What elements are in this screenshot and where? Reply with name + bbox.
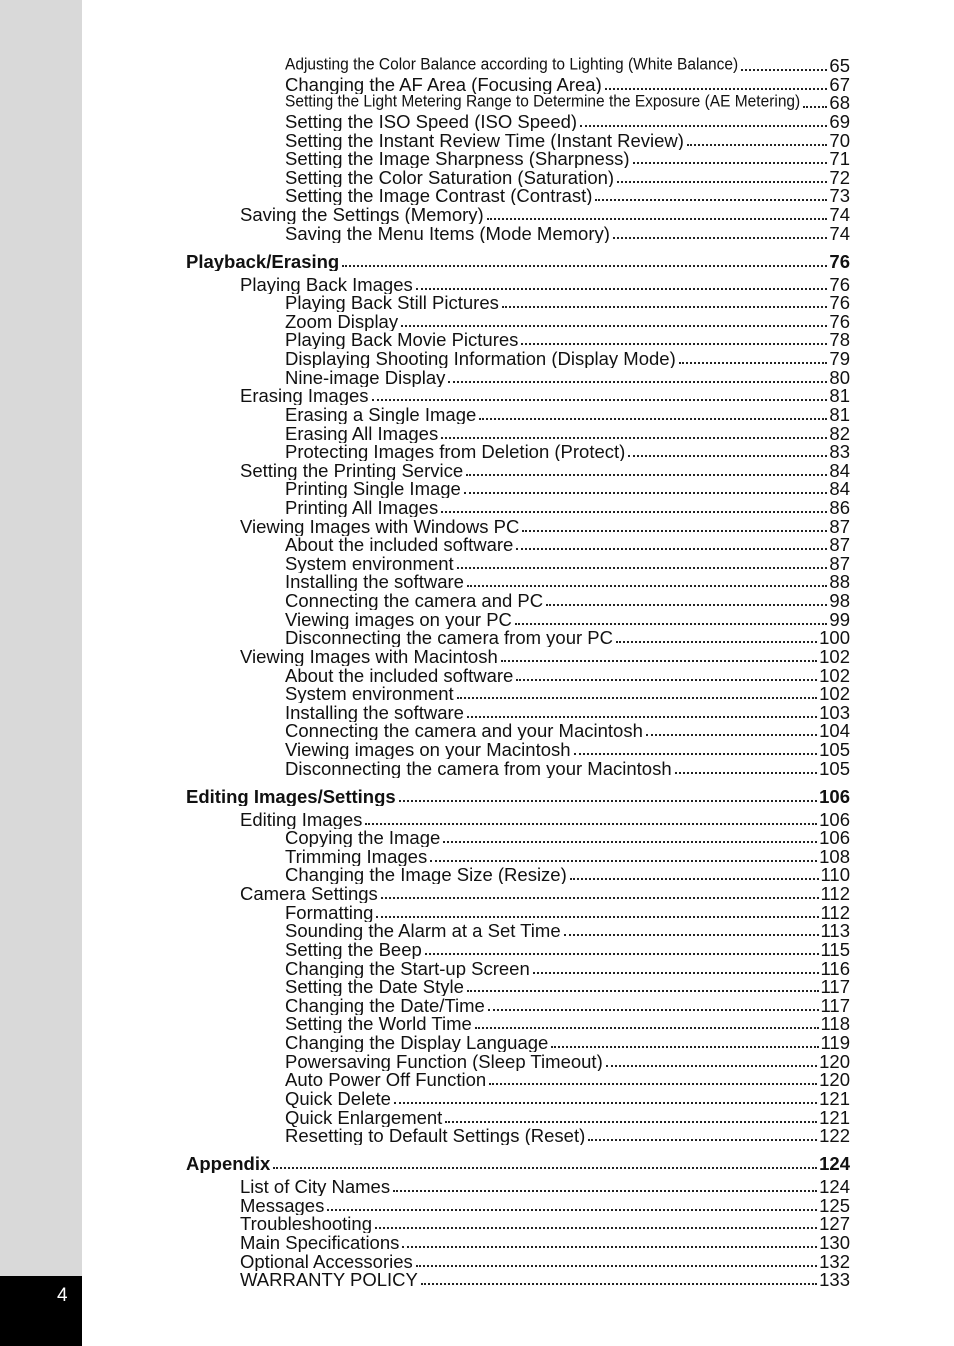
- toc-entry-title: Saving the Settings (Memory): [240, 205, 484, 224]
- dot-leader: [425, 953, 819, 955]
- toc-entry-page: 124: [819, 1177, 850, 1197]
- dot-leader: [467, 585, 827, 587]
- toc-entry-title: Setting the Printing Service: [240, 460, 464, 480]
- toc-entry-title: Displaying Shooting Information (Display Mode): [285, 349, 676, 368]
- dot-leader: [679, 362, 828, 364]
- dot-leader: [421, 1283, 817, 1285]
- dot-leader: [372, 399, 828, 401]
- toc-entry-title: Zoom Display: [285, 311, 399, 331]
- toc-entry-page: 102: [819, 684, 850, 704]
- toc-entry-page: 108: [819, 846, 850, 866]
- toc-entry-page: 99: [829, 609, 850, 629]
- toc-entry[interactable]: [240, 205, 850, 224]
- toc-entry[interactable]: [285, 847, 850, 866]
- toc-entry-page: 83: [829, 442, 850, 462]
- toc-entry-page: 122: [819, 1126, 850, 1146]
- dot-leader: [467, 990, 819, 992]
- toc-entry[interactable]: [285, 186, 850, 205]
- toc-entry-title: Quick Delete: [285, 1088, 391, 1108]
- toc-entry-page: 72: [829, 167, 850, 187]
- toc-entry-title: Viewing images on your Macintosh: [285, 740, 571, 759]
- dot-leader: [416, 288, 828, 290]
- toc-entry-title: Printing All Images: [285, 498, 439, 517]
- toc-entry-page: 100: [819, 628, 850, 648]
- toc-entry-page: 68: [829, 93, 850, 113]
- dot-leader: [365, 823, 817, 825]
- dot-leader: [564, 934, 819, 936]
- toc-entry-title: Setting the ISO Speed (ISO Speed): [285, 111, 578, 131]
- toc-entry-title: Disconnecting the camera from your PC: [285, 628, 613, 648]
- toc-entry[interactable]: [285, 75, 850, 94]
- dot-leader: [381, 897, 819, 899]
- toc-entry-page: 87: [829, 535, 850, 555]
- dot-leader: [521, 343, 827, 345]
- toc-entry-title: Playback/Erasing: [186, 251, 340, 271]
- toc-entry[interactable]: [240, 810, 850, 829]
- toc-entry-title: Setting the Date Style: [285, 977, 464, 997]
- toc-entry-page: 79: [829, 349, 850, 368]
- toc-entry[interactable]: [285, 996, 850, 1015]
- dot-leader: [489, 1083, 817, 1085]
- dot-leader: [488, 1009, 819, 1011]
- toc-entry[interactable]: [285, 1014, 850, 1033]
- toc-section-heading[interactable]: [186, 787, 850, 806]
- toc-entry[interactable]: [285, 405, 850, 424]
- toc-section-heading[interactable]: [186, 1154, 850, 1173]
- toc-entry-title: Quick Enlargement: [285, 1107, 443, 1127]
- toc-entry[interactable]: [285, 1108, 850, 1127]
- toc-entry[interactable]: [285, 293, 850, 312]
- toc-entry-title: Playing Back Images: [240, 274, 413, 294]
- dot-leader: [475, 1027, 819, 1029]
- toc-entry-page: 110: [820, 865, 850, 885]
- toc-entry-title: Camera Settings: [240, 884, 378, 904]
- toc-entry-title: List of City Names: [240, 1177, 391, 1197]
- toc-entry-page: 98: [829, 591, 850, 611]
- dot-leader: [533, 972, 819, 974]
- toc-entry[interactable]: [285, 554, 850, 573]
- dot-leader: [803, 106, 827, 108]
- toc-entry[interactable]: [240, 1196, 850, 1215]
- dot-leader: [376, 916, 818, 918]
- dot-leader: [675, 772, 818, 774]
- dot-leader: [457, 567, 828, 569]
- dot-leader: [551, 1046, 818, 1048]
- toc-entry-page: 76: [829, 251, 850, 271]
- toc-entry-page: 87: [829, 553, 850, 573]
- toc-entry-page: 120: [819, 1051, 850, 1071]
- toc-entry-title: Optional Accessories: [240, 1251, 413, 1271]
- dot-leader: [273, 1167, 817, 1169]
- page-number: 4: [57, 1285, 68, 1306]
- toc-entry[interactable]: [285, 149, 850, 168]
- toc-entry-title: Erasing Images: [240, 386, 369, 406]
- toc-entry-title: Playing Back Movie Pictures: [285, 330, 519, 350]
- toc-entry[interactable]: [285, 940, 850, 959]
- toc-entry-title: Printing Single Image: [285, 479, 461, 499]
- dot-leader: [595, 199, 827, 201]
- toc-entry-title: Resetting to Default Settings (Reset): [285, 1126, 586, 1146]
- toc-entry-page: 120: [819, 1070, 850, 1090]
- toc-entry-page: 102: [819, 646, 850, 666]
- toc-entry-title: Appendix: [186, 1154, 271, 1173]
- dot-leader: [633, 162, 828, 164]
- toc-entry-title: System environment: [285, 553, 454, 573]
- toc-entry-page: 76: [829, 293, 850, 313]
- dot-leader: [613, 237, 828, 239]
- toc-section-heading[interactable]: [186, 252, 850, 271]
- toc-entry[interactable]: [240, 1252, 850, 1271]
- dot-leader: [580, 125, 827, 127]
- toc-entry-page: 84: [829, 460, 850, 480]
- toc-entry-title: Setting the Image Contrast (Contrast): [285, 186, 593, 206]
- toc-entry-page: 65: [829, 56, 850, 75]
- toc-entry-title: Troubleshooting: [240, 1214, 372, 1234]
- toc-entry-page: 127: [819, 1214, 850, 1234]
- toc-entry-page: 104: [819, 721, 850, 741]
- toc-entry[interactable]: [285, 368, 850, 387]
- toc-entry[interactable]: [285, 828, 850, 847]
- toc-entry[interactable]: [285, 591, 850, 610]
- toc-entry-title: Editing Images: [240, 809, 363, 829]
- toc-entry-page: 112: [820, 884, 850, 904]
- toc-entry-page: 76: [829, 311, 850, 331]
- toc-entry-title: Viewing images on your PC: [285, 609, 512, 629]
- toc-entry-page: 113: [820, 921, 850, 941]
- dot-leader: [628, 455, 827, 457]
- toc-entry-page: 71: [829, 149, 850, 169]
- toc-entry[interactable]: [285, 740, 850, 759]
- dot-leader: [457, 697, 818, 699]
- toc-entry-page: 112: [820, 902, 850, 922]
- toc-entry[interactable]: [240, 647, 850, 666]
- toc-entry-title: System environment: [285, 684, 454, 704]
- toc-entry[interactable]: [285, 921, 850, 940]
- toc-entry-title: Disconnecting the camera from your Macintosh: [285, 758, 672, 778]
- toc-entry-title: Changing the Start-up Screen: [285, 958, 530, 978]
- toc-entry-title: Messages: [240, 1195, 325, 1215]
- dot-leader: [501, 660, 817, 662]
- toc-entry-page: 121: [819, 1107, 850, 1127]
- dot-leader: [516, 548, 827, 550]
- toc-entry-title: Editing Images/Settings: [186, 786, 396, 806]
- toc-entry-page: 80: [829, 367, 850, 387]
- dot-leader: [588, 1139, 817, 1141]
- toc-entry[interactable]: [240, 1270, 850, 1289]
- toc-entry[interactable]: [240, 386, 850, 405]
- side-margin-bar: [0, 0, 82, 1346]
- toc-entry-title: Auto Power Off Function: [285, 1070, 487, 1090]
- toc-entry-title: Connecting the camera and your Macintosh: [285, 721, 643, 741]
- dot-leader: [502, 306, 828, 308]
- toc-entry[interactable]: [285, 1126, 850, 1145]
- dot-leader: [464, 492, 828, 494]
- toc-entry[interactable]: [285, 903, 850, 922]
- dot-leader: [448, 381, 827, 383]
- dot-leader: [741, 69, 827, 71]
- toc-entry-title: Nine-image Display: [285, 367, 446, 387]
- dot-leader: [574, 753, 818, 755]
- toc-entry-title: Protecting Images from Deletion (Protect): [285, 442, 626, 462]
- toc-entry-page: 103: [819, 702, 850, 722]
- dot-leader: [327, 1209, 817, 1211]
- dot-leader: [515, 623, 828, 625]
- toc-entry-page: 115: [820, 939, 850, 959]
- toc-entry-title: Installing the software: [285, 572, 464, 592]
- toc-entry[interactable]: [285, 131, 850, 150]
- toc-entry-title: Sounding the Alarm at a Set Time: [285, 921, 561, 941]
- toc-entry-title: Viewing Images with Windows PC: [240, 516, 520, 536]
- toc-entry-page: 132: [819, 1251, 850, 1271]
- dot-leader: [605, 88, 828, 90]
- dot-leader: [570, 878, 819, 880]
- dot-leader: [342, 265, 827, 267]
- toc-entry-page: 121: [819, 1088, 850, 1108]
- toc-entry-page: 70: [829, 130, 850, 150]
- toc-entry-title: Copying the Image: [285, 828, 441, 848]
- toc-entry-page: 102: [819, 665, 850, 685]
- toc-entry-page: 81: [829, 386, 850, 406]
- toc-entry[interactable]: [285, 349, 850, 368]
- dot-leader: [617, 181, 827, 183]
- dot-leader: [487, 218, 828, 220]
- toc-entry-page: 106: [819, 828, 850, 848]
- toc-entry-page: 78: [829, 330, 850, 350]
- toc-entry[interactable]: [285, 959, 850, 978]
- dot-leader: [401, 325, 827, 327]
- toc-entry[interactable]: [285, 93, 850, 112]
- toc-entry-page: 105: [819, 758, 850, 778]
- toc-entry[interactable]: [240, 1233, 850, 1252]
- dot-leader: [441, 437, 827, 439]
- toc-entry-title: Erasing a Single Image: [285, 404, 477, 424]
- toc-entry[interactable]: [285, 56, 850, 75]
- toc-entry-title: Viewing Images with Macintosh: [240, 646, 498, 666]
- toc-entry[interactable]: [285, 535, 850, 554]
- toc-entry-page: 69: [829, 111, 850, 131]
- toc-entry-page: 74: [829, 223, 850, 243]
- dot-leader: [516, 679, 817, 681]
- toc-entry[interactable]: [285, 666, 850, 685]
- toc-entry[interactable]: [285, 442, 850, 461]
- toc-entry[interactable]: [285, 721, 850, 740]
- toc-entry-title: Changing the Image Size (Resize): [285, 865, 567, 885]
- toc-entry-page: 106: [819, 809, 850, 829]
- toc-entry[interactable]: [285, 330, 850, 349]
- toc-entry[interactable]: [240, 1177, 850, 1196]
- toc-entry-page: 119: [820, 1033, 850, 1052]
- toc-entry-title: Setting the Beep: [285, 939, 422, 959]
- toc-entry-page: 74: [829, 205, 850, 224]
- toc-entry-page: 106: [819, 786, 850, 806]
- toc-entry-title: Adjusting the Color Balance according to Lighting (White Balance): [285, 56, 739, 74]
- dot-leader: [416, 1265, 817, 1267]
- toc-entry-page: 87: [829, 516, 850, 536]
- dot-leader: [441, 511, 827, 513]
- toc-entry[interactable]: [285, 479, 850, 498]
- toc-entry[interactable]: [285, 1070, 850, 1089]
- toc-entry-page: 117: [820, 977, 850, 997]
- toc-entry-title: Setting the Image Sharpness (Sharpness): [285, 149, 630, 169]
- dot-leader: [399, 800, 817, 802]
- toc-entry-title: Changing the Date/Time: [285, 995, 485, 1015]
- toc-entry[interactable]: [285, 224, 850, 243]
- page-number-tab: [0, 1276, 82, 1346]
- toc-entry-title: Setting the World Time: [285, 1014, 472, 1034]
- toc-entry-page: 86: [829, 498, 850, 517]
- toc-entry-page: 118: [820, 1014, 850, 1034]
- toc-entry[interactable]: [285, 703, 850, 722]
- dot-leader: [616, 641, 817, 643]
- toc-entry-page: 133: [819, 1270, 850, 1290]
- toc-entry[interactable]: [285, 572, 850, 591]
- toc-entry-page: 124: [819, 1154, 850, 1173]
- toc-entry-title: Connecting the camera and PC: [285, 591, 544, 611]
- toc-entry[interactable]: [285, 628, 850, 647]
- toc-entry-page: 125: [819, 1195, 850, 1215]
- toc-entry-page: 84: [829, 479, 850, 499]
- toc-entry[interactable]: [285, 1033, 850, 1052]
- toc-entry-title: Saving the Menu Items (Mode Memory): [285, 223, 610, 243]
- dot-leader: [375, 1227, 817, 1229]
- toc-entry-page: 82: [829, 423, 850, 443]
- toc-entry[interactable]: [285, 684, 850, 703]
- dot-leader: [430, 860, 817, 862]
- toc-entry-page: 67: [829, 74, 850, 94]
- dot-leader: [393, 1190, 817, 1192]
- toc-entry[interactable]: [285, 112, 850, 131]
- toc-entry-title: About the included software: [285, 535, 514, 555]
- toc-entry-title: Setting the Instant Review Time (Instant Review): [285, 130, 684, 150]
- dot-leader: [546, 604, 827, 606]
- toc-entry-title: WARRANTY POLICY: [240, 1270, 418, 1290]
- toc-entry-title: Powersaving Function (Sleep Timeout): [285, 1051, 603, 1071]
- toc-entry[interactable]: [285, 977, 850, 996]
- toc-entry-title: Trimming Images: [285, 846, 428, 866]
- toc-entry[interactable]: [285, 168, 850, 187]
- toc-entry[interactable]: [285, 1089, 850, 1108]
- toc-entry-title: Changing the AF Area (Focusing Area): [285, 74, 602, 94]
- toc-entry-title: Setting the Light Metering Range to Determine the Exposure (AE Metering): [285, 93, 801, 112]
- toc-entry-page: 117: [820, 995, 850, 1015]
- toc-entry-title: Installing the software: [285, 702, 464, 722]
- toc-entry-title: Main Specifications: [240, 1232, 400, 1252]
- toc-entry-page: 116: [820, 958, 850, 978]
- toc-entry[interactable]: [285, 498, 850, 517]
- toc-entry-title: Erasing All Images: [285, 423, 439, 443]
- toc-entry-page: 88: [829, 572, 850, 592]
- toc-entry[interactable]: [285, 610, 850, 629]
- dot-leader: [394, 1102, 817, 1104]
- dot-leader: [443, 841, 817, 843]
- dot-leader: [646, 734, 817, 736]
- dot-leader: [402, 1246, 817, 1248]
- toc-entry-page: 73: [829, 186, 850, 206]
- dot-leader: [445, 1121, 817, 1123]
- toc-entry[interactable]: [240, 517, 850, 536]
- toc-entry-title: Formatting: [285, 902, 374, 922]
- toc-entry-page: 130: [819, 1232, 850, 1252]
- toc-entry[interactable]: [285, 1052, 850, 1071]
- toc-entry-title: Changing the Display Language: [285, 1033, 549, 1052]
- toc-entry[interactable]: [285, 759, 850, 778]
- toc-entry-page: 105: [819, 740, 850, 759]
- toc-entry-title: About the included software: [285, 665, 514, 685]
- toc-entry[interactable]: [285, 865, 850, 884]
- toc-entry-title: Playing Back Still Pictures: [285, 293, 499, 313]
- toc-entry[interactable]: [285, 312, 850, 331]
- dot-leader: [522, 530, 827, 532]
- toc-entry[interactable]: [240, 275, 850, 294]
- dot-leader: [479, 418, 827, 420]
- toc-entry-page: 81: [829, 404, 850, 424]
- toc-entry-title: Setting the Color Saturation (Saturation): [285, 167, 615, 187]
- toc-entry[interactable]: [240, 884, 850, 903]
- toc-entry[interactable]: [240, 1214, 850, 1233]
- dot-leader: [606, 1065, 817, 1067]
- toc-entry[interactable]: [285, 424, 850, 443]
- dot-leader: [467, 716, 817, 718]
- toc-entry-page: 76: [829, 274, 850, 294]
- dot-leader: [466, 474, 827, 476]
- dot-leader: [687, 144, 827, 146]
- toc-entry[interactable]: [240, 461, 850, 480]
